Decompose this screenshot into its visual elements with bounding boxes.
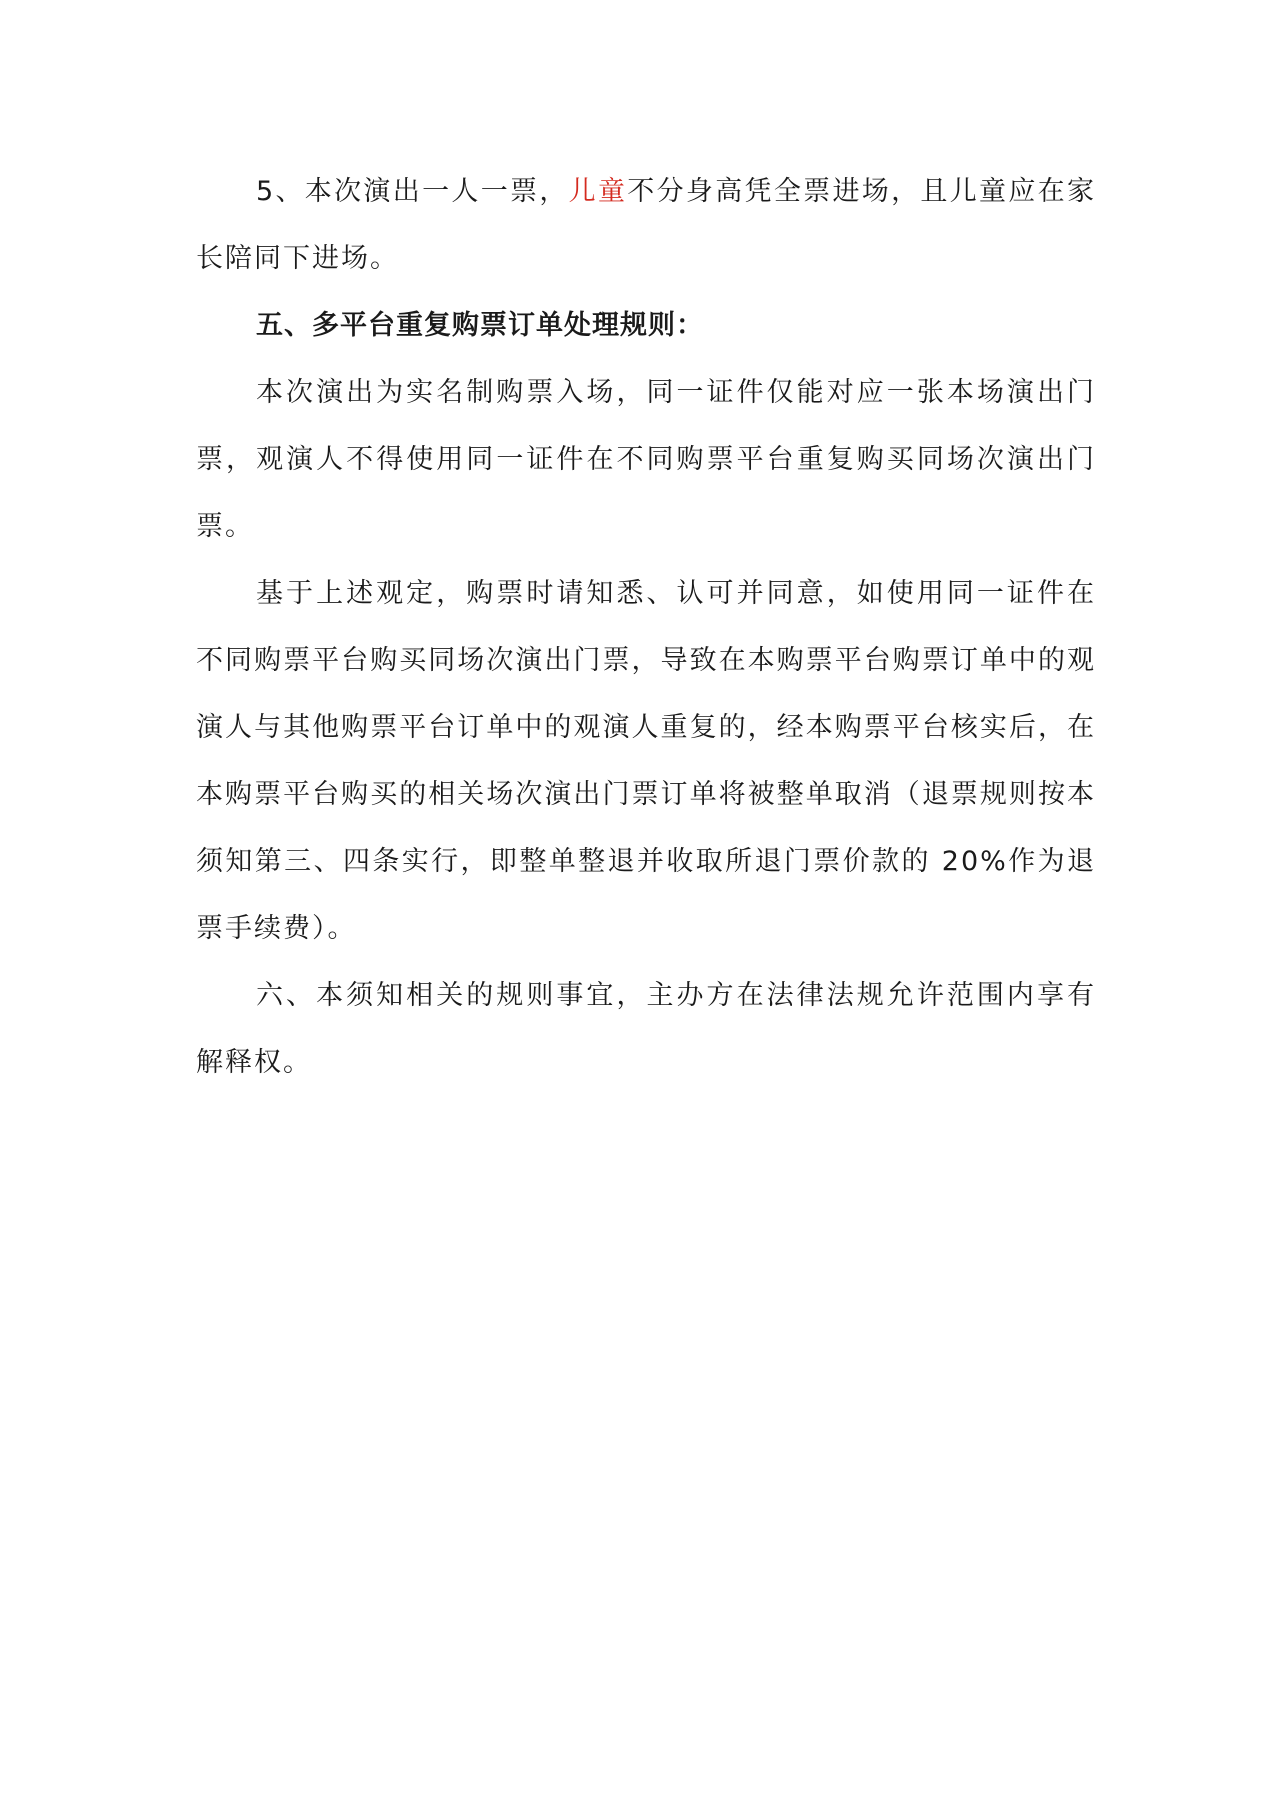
item-5-suffix: 不分身高凭全票进场，且儿童应在家长陪同下进场。 [196,176,1097,274]
section-5-title: 五、多平台重复购票订单处理规则： [256,310,704,341]
item-5-paragraph [196,158,1096,292]
document-body [196,158,1096,1096]
section-5-paragraph-1: 本次演出为实名制购票入场，同一证件仅能对应一张本场演出门票，观演人不得使用同一证件在不同购票平台重复购买同场次演出门票。 [196,377,1096,542]
section-5-paragraph-2: 基于上述观定，购票时请知悉、认可并同意，如使用同一证件在不同购票平台购买同场次演出门票，导致在本购票平台购票订单中的观演人与其他购票平台订单中的观演人重复的，经本购票平台核实后，在本购票平台购买的相关场次演出门票订单将被整单取消（退票规则按本须知第三、四条实行，即整单整退并收取所退门票价款的 20%作为退票手续费）。 [196,578,1096,944]
item-5-highlight-children: 儿童 [568,176,628,207]
item-5-prefix: 5、本次演出一人一票， [256,176,569,207]
section-6-paragraph: 六、本须知相关的规则事宜，主办方在法律法规允许范围内享有解释权。 [196,980,1096,1078]
